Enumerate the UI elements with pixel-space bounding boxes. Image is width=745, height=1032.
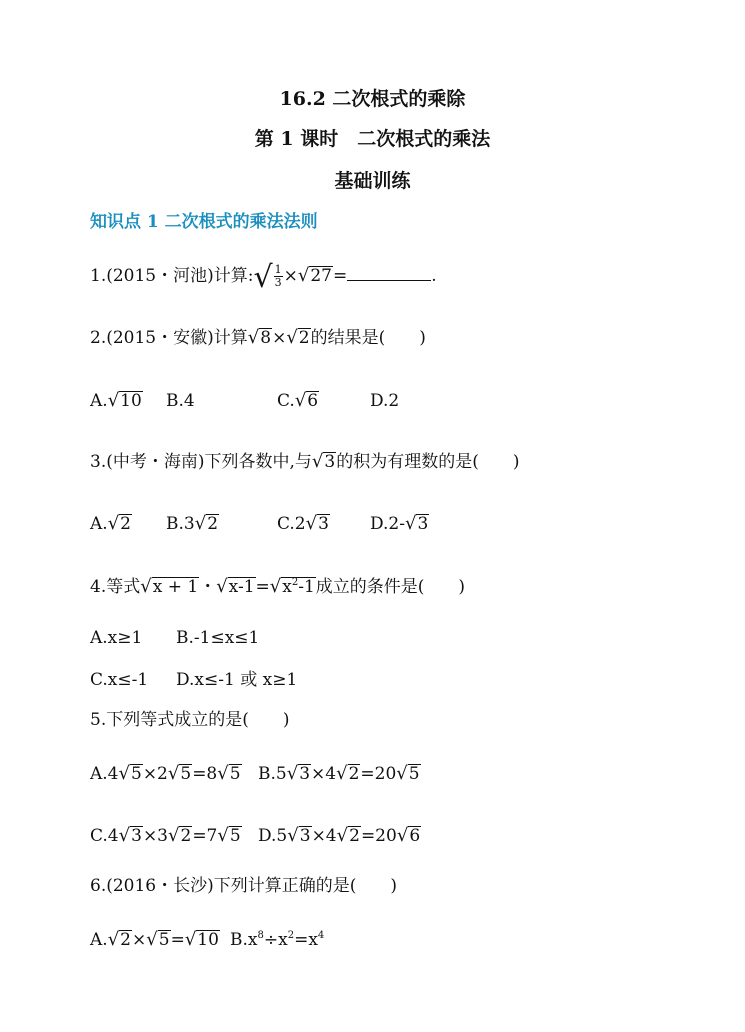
q2-radical-2	[286, 326, 310, 350]
lesson-title: 第 1 课时 二次根式的乘法	[254, 128, 491, 150]
option-radicand: 3	[417, 514, 429, 534]
sqrt-sign: √	[146, 929, 158, 950]
sqrt-sign: √	[305, 513, 318, 534]
q2-suffix: 的结果是( )	[310, 328, 426, 348]
sqrt-sign: √	[396, 825, 409, 846]
q2-prefix: 2.(2015・安徽)计算	[90, 328, 248, 348]
sqrt-sign: √	[107, 513, 120, 534]
q5-d-radical-3	[397, 824, 421, 848]
question-3	[90, 450, 519, 474]
option-label: A.	[90, 391, 108, 411]
option-radicand: 6	[307, 391, 319, 411]
q1-frac-num: 1	[274, 263, 282, 276]
q4-r3-tail: -1	[298, 577, 315, 597]
option-mid: ×4	[311, 764, 337, 784]
q5-option-a[interactable]	[90, 762, 242, 786]
sqrt-sign: √	[168, 825, 180, 846]
sqrt-sign: √	[167, 763, 180, 784]
option-radicand: 5	[408, 764, 420, 784]
exponent: 8	[257, 930, 264, 941]
q1-equals: =	[332, 266, 348, 286]
q1-prefix: 1.(2015・河池)计算:	[90, 266, 254, 286]
q5-a-radical-2	[168, 762, 192, 786]
q4-option-c[interactable]: C.x≤-1	[90, 670, 149, 690]
q4-dot: ・	[199, 577, 217, 597]
sqrt-sign: √	[253, 260, 273, 295]
option-times: ×	[132, 930, 147, 950]
sqrt-sign: √	[107, 929, 120, 950]
q3-opt-c-radical	[306, 512, 330, 536]
q3-radical	[312, 450, 336, 474]
q4-option-a[interactable]: A.x≥1	[90, 628, 143, 648]
q5-option-c[interactable]	[90, 824, 242, 848]
q1-radical	[298, 264, 333, 288]
sqrt-sign: √	[194, 513, 207, 534]
sqrt-sign: √	[140, 576, 152, 597]
q2-radical-1	[248, 326, 272, 350]
q5-c-radical-2	[168, 824, 192, 848]
q2-option-d[interactable]: D.2	[370, 391, 400, 411]
q4-option-b[interactable]: B.-1≤x≤1	[176, 628, 260, 648]
option-label: D.5	[258, 826, 288, 846]
q5-c-radical-3	[217, 824, 241, 848]
exponent: 4	[317, 930, 325, 941]
q3-option-d[interactable]	[370, 512, 429, 536]
q3-option-b[interactable]	[166, 512, 219, 536]
q2-option-a[interactable]	[90, 389, 143, 413]
section-title: 16.2 二次根式的乘除	[279, 88, 466, 110]
sqrt-sign: √	[294, 390, 307, 411]
sqrt-sign: √	[269, 576, 282, 597]
option-label: C.	[277, 391, 295, 411]
option-label: C.2	[277, 514, 306, 534]
q5-c-radical-1	[119, 824, 143, 848]
option-radicand: 2	[348, 764, 360, 784]
sqrt-sign: √	[286, 763, 299, 784]
q4-radicand-1: x + 1	[152, 577, 199, 597]
sqrt-sign: √	[311, 451, 324, 472]
q3-opt-d-radical	[405, 512, 429, 536]
question-4	[90, 575, 465, 599]
option-radicand: 5	[229, 764, 241, 784]
q3-option-a[interactable]	[90, 512, 132, 536]
question-1	[90, 260, 437, 295]
q5-d-radical-2	[337, 824, 361, 848]
option-radicand: 3	[131, 826, 142, 846]
option-eq: =20	[360, 826, 397, 846]
q3-suffix: 的积为有理数的是( )	[336, 452, 520, 472]
option-label: A.	[90, 514, 108, 534]
option-mid: ×4	[311, 826, 337, 846]
option-eq: =8	[192, 764, 218, 784]
q4-radical-2	[216, 575, 255, 599]
q1-end: .	[431, 266, 437, 286]
sqrt-sign: √	[286, 327, 298, 348]
sqrt-sign: √	[336, 763, 348, 784]
q4-suffix: 成立的条件是( )	[315, 577, 466, 597]
q1-radicand: 27	[310, 266, 332, 286]
option-label: B.x	[230, 930, 258, 950]
sqrt-sign: √	[287, 825, 299, 846]
q3-opt-a-radical	[108, 512, 132, 536]
option-mid: ×3	[142, 826, 168, 846]
q4-radicand-3	[281, 577, 316, 596]
option-label: B.5	[258, 764, 287, 784]
q3-radicand: 3	[324, 452, 336, 472]
answer-blank[interactable]	[347, 264, 431, 281]
q4-prefix: 4.等式	[90, 577, 141, 597]
option-radicand: 10	[197, 930, 219, 950]
q4-radicand-2: x-1	[228, 577, 255, 597]
option-mid: ×2	[142, 764, 168, 784]
q1-times: ×	[283, 266, 298, 286]
question-2	[90, 326, 426, 350]
sqrt-sign: √	[216, 576, 228, 597]
q4-radical-3	[270, 575, 316, 599]
q1-fraction	[274, 264, 283, 289]
q5-a-radical-3	[217, 762, 241, 786]
sqrt-sign: √	[118, 825, 131, 846]
option-eq: =7	[192, 826, 218, 846]
option-label: A.4	[90, 764, 119, 784]
option-radicand: 3	[299, 764, 311, 784]
sqrt-sign: √	[184, 929, 197, 950]
q4-r3-base: x	[282, 577, 292, 597]
q4-option-d[interactable]: D.x≤-1 或 x≥1	[176, 670, 298, 690]
q5-option-b[interactable]	[258, 762, 421, 786]
sqrt-sign: √	[217, 825, 229, 846]
q4-radical-1	[140, 575, 199, 599]
sqrt-sign: √	[118, 763, 130, 784]
option-radicand: 6	[409, 826, 421, 846]
q1-frac-den: 3	[274, 276, 282, 289]
q2-option-b[interactable]: B.4	[166, 391, 195, 411]
q2-opt-c-radical	[295, 389, 319, 413]
sub-title: 基础训练	[334, 170, 411, 192]
option-radicand: 2	[207, 514, 219, 534]
q2-times: ×	[272, 328, 287, 348]
q5-b-radical-2	[336, 762, 360, 786]
option-radicand: 10	[120, 391, 142, 411]
q3-option-c[interactable]	[277, 512, 330, 536]
q4-r3-exponent: 2	[291, 577, 299, 588]
option-radicand: 2	[180, 826, 192, 846]
sqrt-sign: √	[107, 390, 120, 411]
option-label: B.3	[166, 514, 195, 534]
q5-a-radical-1	[119, 762, 143, 786]
sqrt-sign: √	[405, 513, 417, 534]
q2-option-c[interactable]	[277, 389, 319, 413]
q6-a-radical-1	[108, 928, 132, 952]
q4-equals: =	[255, 577, 270, 597]
option-radicand: 5	[158, 930, 170, 950]
sqrt-sign: √	[217, 763, 229, 784]
q5-b-radical-3	[396, 762, 420, 786]
option-eq: =20	[360, 764, 397, 784]
option-label: D.2-	[370, 514, 405, 534]
q5-option-d[interactable]	[258, 824, 421, 848]
sqrt-sign: √	[336, 825, 349, 846]
q2-opt-a-radical	[108, 389, 143, 413]
option-radicand: 3	[318, 514, 329, 534]
q5-d-radical-1	[287, 824, 311, 848]
option-radicand: 5	[180, 764, 192, 784]
option-label: C.4	[90, 826, 119, 846]
sqrt-sign: √	[297, 265, 310, 286]
sqrt-sign: √	[396, 763, 408, 784]
question-5: 5.下列等式成立的是( )	[90, 710, 290, 730]
q3-prefix: 3.(中考・海南)下列各数中,与	[90, 452, 312, 472]
q6-a-radical-2	[146, 928, 170, 952]
option-label: A.	[90, 930, 108, 950]
option-div: ÷x	[263, 930, 288, 950]
q6-option-b[interactable]	[230, 928, 324, 952]
option-radicand: 5	[229, 826, 241, 846]
option-radicand: 3	[299, 826, 311, 846]
sqrt-sign: √	[247, 327, 260, 348]
question-6: 6.(2016・长沙)下列计算正确的是( )	[90, 876, 398, 896]
q3-opt-b-radical	[195, 512, 219, 536]
q6-a-radical-3	[185, 928, 220, 952]
option-eq: =	[170, 930, 185, 950]
q6-option-a[interactable]	[90, 928, 220, 952]
option-radicand: 2	[349, 826, 360, 846]
q2-radicand-2: 2	[298, 328, 310, 348]
option-radicand: 2	[120, 930, 131, 950]
option-radicand: 5	[130, 764, 142, 784]
exponent: 2	[287, 930, 295, 941]
option-eq: =x	[294, 930, 318, 950]
knowledge-point-heading: 知识点 1 二次根式的乘法法则	[90, 212, 318, 232]
q2-radicand-1: 8	[260, 328, 272, 348]
option-radicand: 2	[120, 514, 131, 534]
q5-b-radical-1	[287, 762, 311, 786]
